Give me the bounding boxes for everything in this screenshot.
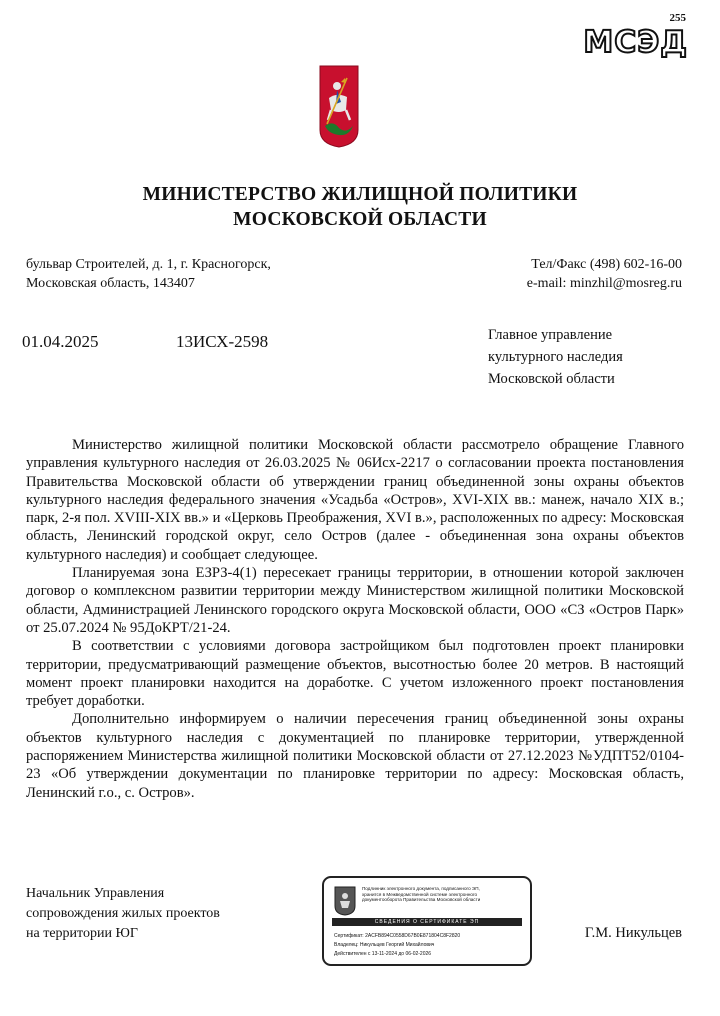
stamp-header-line-1: Подлинник электронного документа, подписанного ЭП, xyxy=(362,886,480,891)
recipient-line-2: культурного наследия xyxy=(488,349,623,365)
recipient-line-1: Главное управление xyxy=(488,327,613,343)
letter-body xyxy=(26,436,684,802)
signer-name: Г.М. Никульцев xyxy=(584,925,682,941)
page-number: 255 xyxy=(669,12,686,24)
stamp-header-line-2: хранится в Межведомственной системе электронного xyxy=(362,891,478,897)
msed-logo: МСЭД xyxy=(583,25,688,60)
recipient-block xyxy=(488,324,623,390)
document-date: 01.04.2025 xyxy=(22,332,99,351)
paragraph-1: Министерство жилищной политики Московской области рассмотрело обращение Главного управления культурного наследия от 26.03.2025 № 06Исх-2217 о согласовании проекта постановления Правительства Московской области об утверждении границ объединенной зоны охраны объектов культурного наследия федерального значения «Усадьба «Остров», XVI-XIX вв.: манеж, начало XIX в.; парк, 2-я пол. XVIII-XIX вв.» и «Церковь Преображения, XVI в.», расположенных по адресу: Московская область, Ленинский городской округ, село Остров (далее - объединенная зона охраны объектов культурного наследия) и сообщает следующее. xyxy=(26,437,684,563)
stamp-certificate: Сертификат: 2ACFB894C0558D67B0E871804C8F2820 xyxy=(334,933,461,939)
email: e-mail: minzhil@mosreg.ru xyxy=(526,276,682,291)
stamp-validity: Действителен с 13-11-2024 до 06-02-2026 xyxy=(334,951,432,957)
signer-position-line-3: на территории ЮГ xyxy=(26,926,138,941)
ministry-line-1: МИНИСТЕРСТВО ЖИЛИЩНОЙ ПОЛИТИКИ xyxy=(142,184,578,205)
paragraph-3: В соответствии с условиями договора застройщиком был подготовлен проект планировки территории, предусматривающий размещение объектов, высотностью более 20 метров. В настоящий момент проект планировки находится на доработке. С учетом изложенного проект постановления требует доработки. xyxy=(26,638,684,710)
stamp-header-line-3: документооборота Правительства Московской области xyxy=(362,897,481,903)
address-block xyxy=(26,255,271,293)
paragraph-4: Дополнительно информируем о наличии пересечения границ объединенной зоны охраны объектов культурного наследия с документацией по планировке территории, утвержденной распоряжением Министерства жилищной политики Московской области от 27.12.2023 №УДПТ52/0104-23 «Об утверждении документации по планировке территории по адресу: Московская область, Ленинский г.о., с. Остров». xyxy=(26,711,684,801)
registration-number: 13ИСХ-2598 xyxy=(176,332,269,351)
address-line-2: Московская область, 143407 xyxy=(26,276,195,291)
address-line-1: бульвар Строителей, д. 1, г. Красногорск, xyxy=(26,257,271,272)
ministry-line-2: МОСКОВСКОЙ ОБЛАСТИ xyxy=(233,209,487,230)
paragraph-2: Планируемая зона ЕЗРЗ-4(1) пересекает границы территории, в отношении которой заключен договор о комплексном развитии территории между Министерством жилищной политики Московской области, Администрацией Ленинского городского округа Московской области, ООО «СЗ «Остров Парк» от 25.07.2024 № 95ДоКРТ/21-24. xyxy=(26,565,684,636)
stamp-owner: Владелец: Никульцев Георгий Михайлович xyxy=(334,942,435,948)
signer-position xyxy=(26,884,220,944)
signer-position-line-2: сопровождения жилых проектов xyxy=(26,906,220,921)
stamp-header xyxy=(362,886,528,903)
recipient-line-3: Московской области xyxy=(488,371,615,387)
signer-position-line-1: Начальник Управления xyxy=(26,886,165,901)
stamp-coat-of-arms-icon xyxy=(334,886,356,916)
coat-of-arms-icon xyxy=(319,64,359,148)
stamp-title: СВЕДЕНИЯ О СЕРТИФИКАТЕ ЭП xyxy=(332,918,522,926)
contacts-block xyxy=(527,255,682,293)
ministry-name xyxy=(0,182,720,232)
phone-fax: Тел/Факс (498) 602-16-00 xyxy=(531,257,682,272)
electronic-signature-stamp xyxy=(322,876,532,966)
